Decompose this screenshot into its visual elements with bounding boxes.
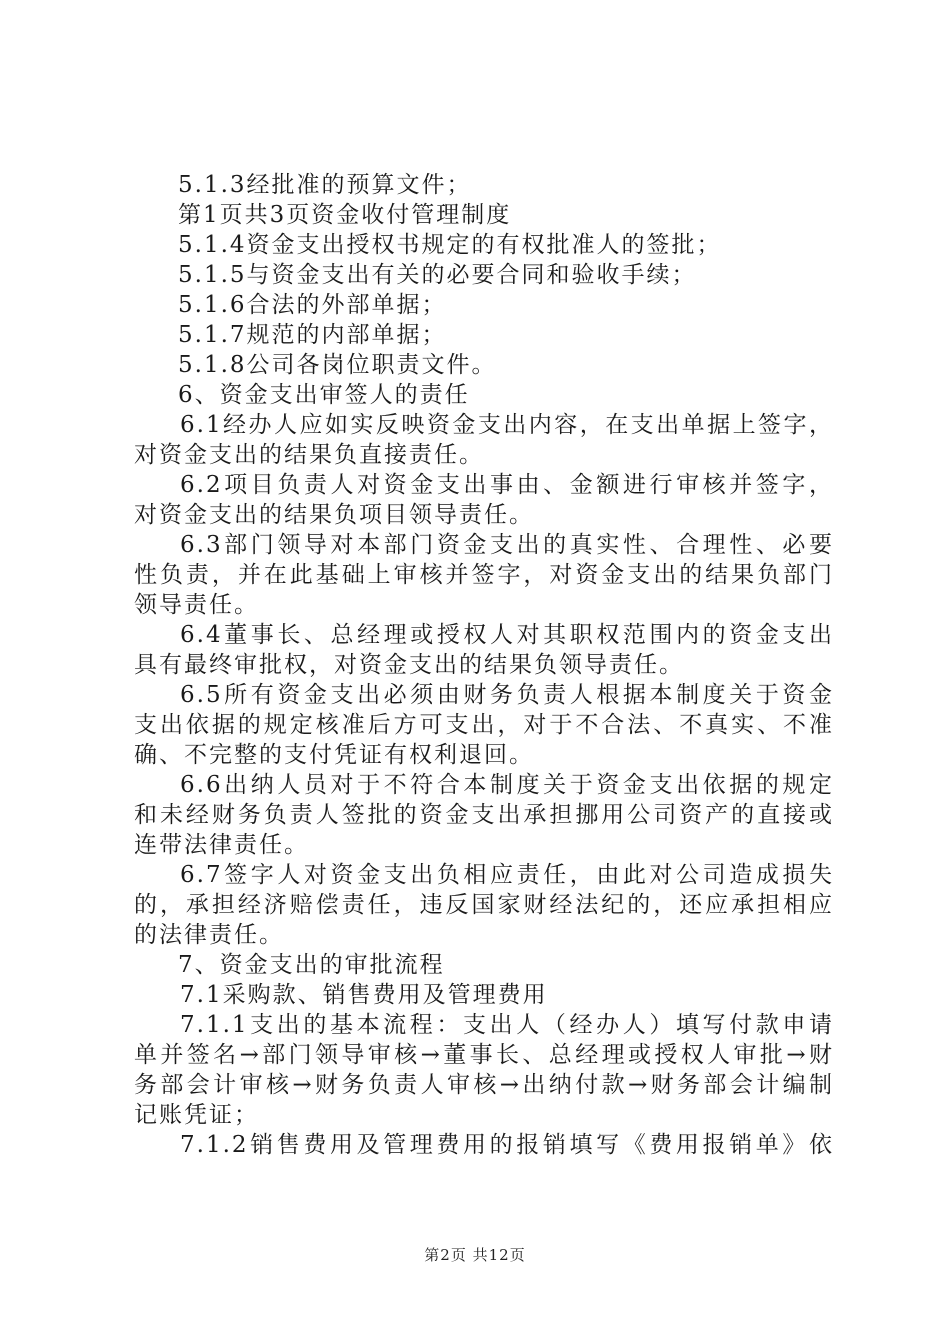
text-line: 支出依据的规定核准后方可支出，对于不合法、不真实、不准: [134, 712, 834, 738]
text-line: 6、资金支出审签人的责任: [178, 382, 470, 408]
text-line: 5.1.3经批准的预算文件；: [178, 172, 472, 198]
text-line: 的法律责任。: [134, 922, 284, 948]
text-line: 7、资金支出的审批流程: [178, 952, 445, 978]
text-line: 记账凭证；: [134, 1102, 259, 1128]
text-line: 6.2项目负责人对资金支出事由、金额进行审核并签字，: [180, 472, 834, 498]
text-line: 6.6出纳人员对于不符合本制度关于资金支出依据的规定: [180, 772, 834, 798]
text-line: 性负责，并在此基础上审核并签字，对资金支出的结果负部门: [134, 562, 834, 588]
text-line: 5.1.6合法的外部单据；: [178, 292, 447, 318]
text-line: 5.1.8公司各岗位职责文件。: [178, 352, 497, 378]
text-line: 单并签名→部门领导审核→董事长、总经理或授权人审批→财: [134, 1042, 834, 1068]
text-line: 5.1.7规范的内部单据；: [178, 322, 447, 348]
text-line: 对资金支出的结果负项目领导责任。: [134, 502, 534, 528]
text-line: 和未经财务负责人签批的资金支出承担挪用公司资产的直接或: [134, 802, 834, 828]
text-line: 7.1.2销售费用及管理费用的报销填写《费用报销单》依: [180, 1132, 834, 1158]
text-line: 连带法律责任。: [134, 832, 309, 858]
document-body: [134, 170, 834, 1160]
text-line: 7.1采购款、销售费用及管理费用: [180, 982, 548, 1008]
text-line: 具有最终审批权，对资金支出的结果负领导责任。: [134, 652, 684, 678]
text-line: 6.7签字人对资金支出负相应责任，由此对公司造成损失: [180, 862, 834, 888]
page-footer: 第2页 共12页: [424, 1246, 526, 1264]
text-line: 6.4董事长、总经理或授权人对其职权范围内的资金支出: [180, 622, 834, 648]
text-line: 第1页共3页资金收付管理制度: [178, 202, 512, 228]
text-line: 的，承担经济赔偿责任，违反国家财经法纪的，还应承担相应: [134, 892, 834, 918]
text-line: 6.3部门领导对本部门资金支出的真实性、合理性、必要: [180, 532, 834, 558]
text-line: 6.5所有资金支出必须由财务负责人根据本制度关于资金: [180, 682, 834, 708]
text-line: 7.1.1支出的基本流程：支出人（经办人）填写付款申请: [180, 1012, 834, 1038]
text-line: 领导责任。: [134, 592, 259, 618]
text-line: 6.1经办人应如实反映资金支出内容，在支出单据上签字，: [180, 412, 834, 438]
text-line: 务部会计审核→财务负责人审核→出纳付款→财务部会计编制: [134, 1072, 834, 1098]
text-line: 对资金支出的结果负直接责任。: [134, 442, 484, 468]
text-line: 5.1.5与资金支出有关的必要合同和验收手续；: [178, 262, 697, 288]
text-line: 5.1.4资金支出授权书规定的有权批准人的签批；: [178, 232, 722, 258]
text-line: 确、不完整的支付凭证有权利退回。: [134, 742, 534, 768]
